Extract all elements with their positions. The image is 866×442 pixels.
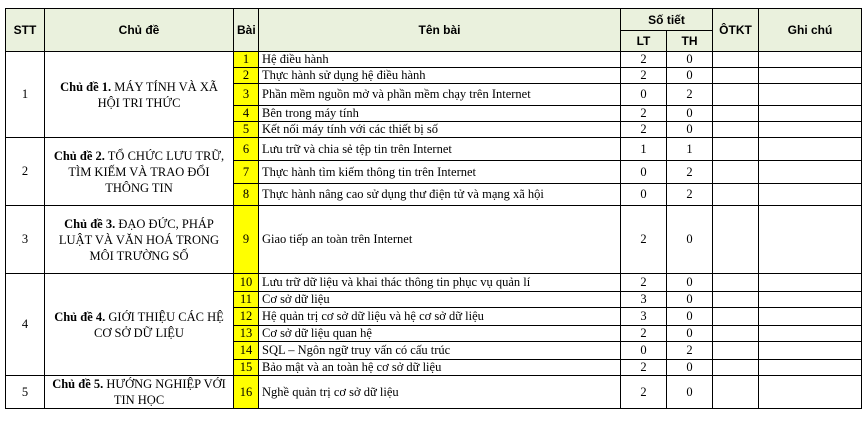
topic-label: Chủ đề 3. bbox=[64, 216, 116, 231]
th-value: 0 bbox=[667, 308, 713, 326]
note-cell bbox=[759, 84, 862, 106]
lt-value: 2 bbox=[621, 206, 667, 274]
lt-value: 2 bbox=[621, 326, 667, 342]
topic-title: ĐẠO ĐỨC, PHÁP LUẬT VÀ VĂN HOÁ TRONG MÔI TRƯỜNG SỐ bbox=[58, 216, 220, 263]
topic-cell bbox=[45, 376, 234, 409]
th-value: 0 bbox=[667, 206, 713, 274]
lesson-name: Lưu trữ và chia sẻ tệp tin trên Internet bbox=[259, 138, 621, 161]
lesson-number: 15 bbox=[234, 360, 259, 376]
note-cell bbox=[759, 292, 862, 308]
note-cell bbox=[759, 376, 862, 409]
th-value: 0 bbox=[667, 360, 713, 376]
topic-title: TỔ CHỨC LƯU TRỮ, TÌM KIẾM VÀ TRAO ĐỔI THÔNG TIN bbox=[68, 148, 225, 195]
otkt-cell bbox=[713, 184, 759, 206]
lesson-number: 16 bbox=[234, 376, 259, 409]
topic-title: HƯỚNG NGHIỆP VỚI TIN HỌC bbox=[106, 377, 226, 407]
note-cell bbox=[759, 161, 862, 184]
table-header bbox=[6, 9, 862, 52]
otkt-cell bbox=[713, 292, 759, 308]
lesson-name: Phần mềm nguồn mở và phần mềm chạy trên Internet bbox=[259, 84, 621, 106]
note-cell bbox=[759, 274, 862, 292]
note-cell bbox=[759, 68, 862, 84]
lesson-number: 1 bbox=[234, 52, 259, 68]
otkt-cell bbox=[713, 161, 759, 184]
otkt-cell bbox=[713, 274, 759, 292]
otkt-cell bbox=[713, 122, 759, 138]
lesson-name: Giao tiếp an toàn trên Internet bbox=[259, 206, 621, 274]
stt-cell: 4 bbox=[6, 274, 45, 376]
otkt-cell bbox=[713, 308, 759, 326]
stt-cell: 5 bbox=[6, 376, 45, 409]
note-cell bbox=[759, 52, 862, 68]
lesson-name: Hệ quản trị cơ sở dữ liệu và hệ cơ sở dữ liệu bbox=[259, 308, 621, 326]
lesson-number: 7 bbox=[234, 161, 259, 184]
lt-value: 2 bbox=[621, 274, 667, 292]
header-otkt: ÔTKT bbox=[713, 9, 759, 52]
lesson-number: 10 bbox=[234, 274, 259, 292]
lesson-number: 2 bbox=[234, 68, 259, 84]
note-cell bbox=[759, 342, 862, 360]
lesson-number: 12 bbox=[234, 308, 259, 326]
header-th: TH bbox=[667, 31, 713, 52]
note-cell bbox=[759, 206, 862, 274]
lt-value: 2 bbox=[621, 122, 667, 138]
note-cell bbox=[759, 122, 862, 138]
lesson-name: Lưu trữ dữ liệu và khai thác thông tin phục vụ quản lí bbox=[259, 274, 621, 292]
lt-value: 1 bbox=[621, 138, 667, 161]
table-row bbox=[6, 52, 862, 68]
otkt-cell bbox=[713, 52, 759, 68]
otkt-cell bbox=[713, 206, 759, 274]
table-row bbox=[6, 138, 862, 161]
otkt-cell bbox=[713, 360, 759, 376]
lt-value: 2 bbox=[621, 52, 667, 68]
lesson-number: 5 bbox=[234, 122, 259, 138]
lesson-number: 6 bbox=[234, 138, 259, 161]
otkt-cell bbox=[713, 68, 759, 84]
topic-title: MÁY TÍNH VÀ XÃ HỘI TRI THỨC bbox=[97, 79, 218, 110]
note-cell bbox=[759, 326, 862, 342]
lesson-name: Cơ sở dữ liệu bbox=[259, 292, 621, 308]
lesson-number: 14 bbox=[234, 342, 259, 360]
lesson-name: Cơ sở dữ liệu quan hệ bbox=[259, 326, 621, 342]
lt-value: 0 bbox=[621, 161, 667, 184]
th-value: 2 bbox=[667, 161, 713, 184]
th-value: 0 bbox=[667, 326, 713, 342]
note-cell bbox=[759, 106, 862, 122]
note-cell bbox=[759, 138, 862, 161]
otkt-cell bbox=[713, 106, 759, 122]
th-value: 2 bbox=[667, 342, 713, 360]
lesson-name: SQL – Ngôn ngữ truy vấn có cấu trúc bbox=[259, 342, 621, 360]
otkt-cell bbox=[713, 342, 759, 360]
lesson-name: Nghề quản trị cơ sở dữ liệu bbox=[259, 376, 621, 409]
topic-label: Chủ đề 1. bbox=[60, 79, 112, 94]
header-stt: STT bbox=[6, 9, 45, 52]
table-row bbox=[6, 376, 862, 409]
th-value: 2 bbox=[667, 184, 713, 206]
lesson-name: Kết nối máy tính với các thiết bị số bbox=[259, 122, 621, 138]
topic-label: Chủ đề 4. bbox=[54, 309, 106, 324]
stt-cell: 1 bbox=[6, 52, 45, 138]
topic-cell bbox=[45, 52, 234, 138]
th-value: 0 bbox=[667, 376, 713, 409]
curriculum-table bbox=[5, 8, 862, 409]
lt-value: 0 bbox=[621, 84, 667, 106]
header-topic: Chủ đề bbox=[45, 9, 234, 52]
stt-cell: 3 bbox=[6, 206, 45, 274]
lesson-number: 3 bbox=[234, 84, 259, 106]
note-cell bbox=[759, 184, 862, 206]
lesson-name: Bảo mật và an toàn hệ cơ sở dữ liệu bbox=[259, 360, 621, 376]
th-value: 2 bbox=[667, 84, 713, 106]
header-lesson-name: Tên bài bbox=[259, 9, 621, 52]
topic-label: Chủ đề 5. bbox=[52, 377, 104, 391]
lesson-name: Thực hành tìm kiếm thông tin trên Internet bbox=[259, 161, 621, 184]
lt-value: 0 bbox=[621, 184, 667, 206]
lesson-number: 9 bbox=[234, 206, 259, 274]
th-value: 1 bbox=[667, 138, 713, 161]
lesson-number: 4 bbox=[234, 106, 259, 122]
otkt-cell bbox=[713, 84, 759, 106]
table-row bbox=[6, 206, 862, 274]
lesson-number: 8 bbox=[234, 184, 259, 206]
lt-value: 0 bbox=[621, 342, 667, 360]
topic-label: Chủ đề 2. bbox=[53, 148, 105, 163]
otkt-cell bbox=[713, 326, 759, 342]
header-lesson-no: Bài bbox=[234, 9, 259, 52]
topic-cell bbox=[45, 206, 234, 274]
th-value: 0 bbox=[667, 68, 713, 84]
header-periods: Số tiết bbox=[621, 9, 713, 31]
header-note: Ghi chú bbox=[759, 9, 862, 52]
lesson-name: Thực hành nâng cao sử dụng thư điện tử và mạng xã hội bbox=[259, 184, 621, 206]
header-lt: LT bbox=[621, 31, 667, 52]
topic-cell bbox=[45, 274, 234, 376]
th-value: 0 bbox=[667, 274, 713, 292]
note-cell bbox=[759, 308, 862, 326]
table-row bbox=[6, 274, 862, 292]
lesson-name: Hệ điều hành bbox=[259, 52, 621, 68]
lt-value: 2 bbox=[621, 106, 667, 122]
otkt-cell bbox=[713, 376, 759, 409]
otkt-cell bbox=[713, 138, 759, 161]
lt-value: 2 bbox=[621, 376, 667, 409]
lesson-number: 13 bbox=[234, 326, 259, 342]
table-body bbox=[6, 52, 862, 409]
topic-title: GIỚI THIỆU CÁC HỆ CƠ SỞ DỮ LIỆU bbox=[94, 309, 224, 340]
lt-value: 3 bbox=[621, 292, 667, 308]
lesson-number: 11 bbox=[234, 292, 259, 308]
lt-value: 2 bbox=[621, 68, 667, 84]
th-value: 0 bbox=[667, 292, 713, 308]
lesson-name: Thực hành sử dụng hệ điều hành bbox=[259, 68, 621, 84]
stt-cell: 2 bbox=[6, 138, 45, 206]
note-cell bbox=[759, 360, 862, 376]
lt-value: 2 bbox=[621, 360, 667, 376]
lt-value: 3 bbox=[621, 308, 667, 326]
th-value: 0 bbox=[667, 106, 713, 122]
topic-cell bbox=[45, 138, 234, 206]
th-value: 0 bbox=[667, 122, 713, 138]
lesson-name: Bên trong máy tính bbox=[259, 106, 621, 122]
th-value: 0 bbox=[667, 52, 713, 68]
